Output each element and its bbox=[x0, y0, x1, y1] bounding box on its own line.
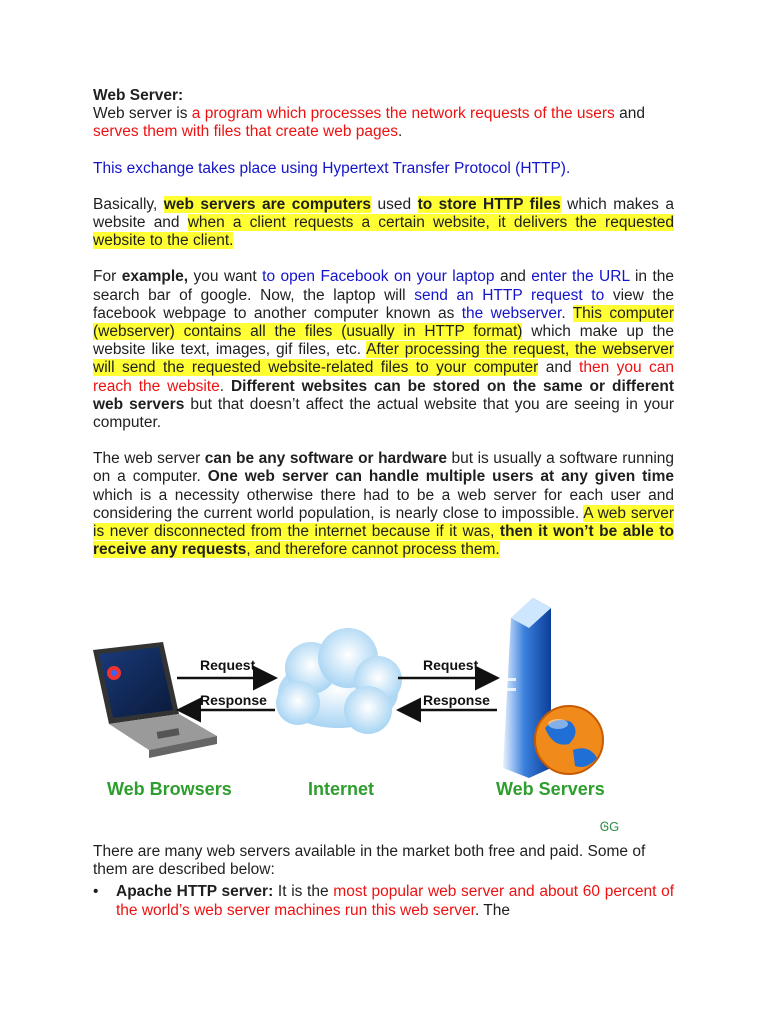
paragraph-http: This exchange takes place using Hypertext Transfer Protocol (HTTP). bbox=[93, 159, 571, 177]
globe-icon bbox=[535, 706, 603, 774]
paragraph-example: For example, you want to open Facebook on your laptop and enter the URL in the search bar of google. Now, the laptop will send an HTTP request to view the facebook webpage to another computer known as the webserver. This computer (webserver) contains all the files (usually in HTTP format) which make up the website like text, images, gif files, etc. After processing the request, the webserver will send the requested website-related files to your computer and then you can reach the website. Different websites can be stored on the same or different web servers but that doesn’t affect the actual website that you are seeing in your computer. bbox=[93, 268, 675, 432]
request-label-right: Request bbox=[423, 657, 479, 673]
paragraph-list-intro: There are many web servers available in the market both free and paid. Some of them are described below: bbox=[93, 843, 646, 879]
web-server-list bbox=[93, 883, 674, 919]
request-label-left: Request bbox=[200, 657, 256, 673]
paragraph-software-hardware: The web server can be any software or hardware but is usually a software running on a computer. One web server can handle multiple users at any given time which is a necessity otherwise there had to be a web server for each user and considering the current world population, is nearly close to impossible. A web server is never disconnected from the internet because if it was, then it won’t be able to receive any requests, and therefore cannot process them. bbox=[93, 450, 675, 559]
label-internet: Internet bbox=[308, 779, 375, 799]
laptop-icon bbox=[93, 642, 217, 758]
section-heading: Web Server: bbox=[93, 87, 184, 104]
document-body bbox=[93, 87, 674, 559]
response-label-right: Response bbox=[423, 692, 490, 708]
web-server-diagram bbox=[93, 598, 613, 803]
geeksforgeeks-watermark: ᎶG bbox=[600, 819, 620, 834]
document-body-continued bbox=[93, 843, 674, 920]
paragraph-intro: Web server is a program which processes the network requests of the users and serves them with files that create web pages. bbox=[93, 105, 645, 141]
label-web-browsers: Web Browsers bbox=[107, 779, 232, 799]
paragraph-basically: Basically, web servers are computers used to store HTTP files which makes a website and when a client requests a certain website, it delivers the requested website to the client. bbox=[93, 195, 674, 250]
list-item: • Apache HTTP server: It is the most popular web server and about 60 percent of the world’s web server machines run this web server. The bbox=[93, 883, 674, 919]
response-label-left: Response bbox=[200, 692, 267, 708]
cloud-icon bbox=[276, 628, 402, 734]
label-web-servers: Web Servers bbox=[496, 779, 605, 799]
